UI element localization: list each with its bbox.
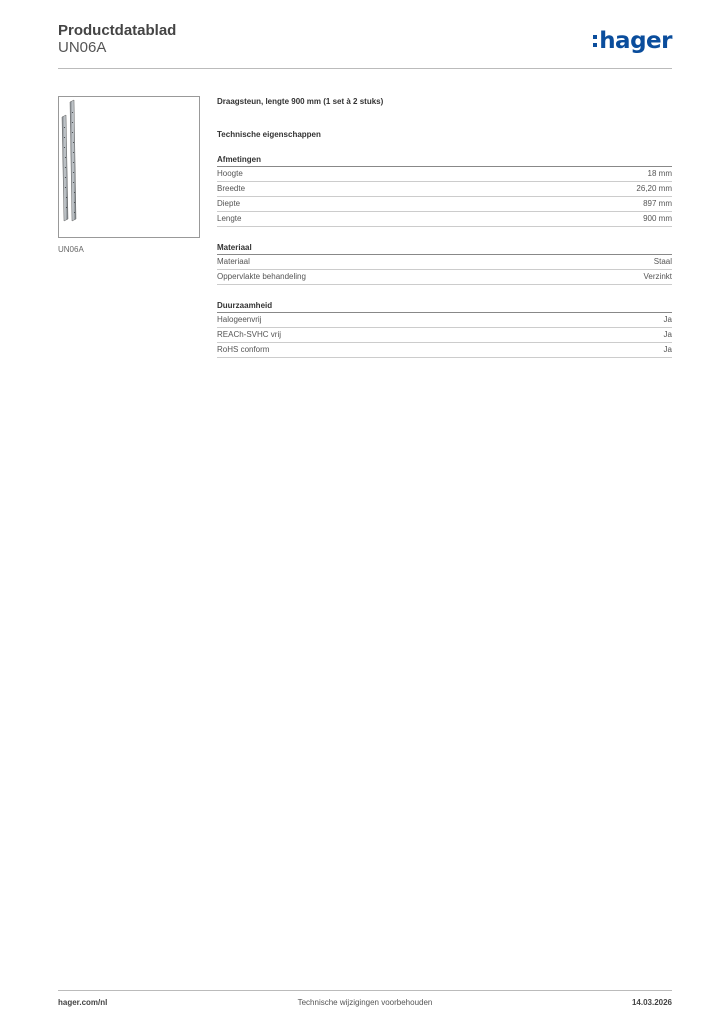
row-label: Diepte — [217, 199, 241, 208]
row-label: Oppervlakte behandeling — [217, 272, 306, 281]
row-label: Halogeenvrij — [217, 315, 262, 324]
row-value: 897 mm — [643, 199, 672, 208]
table-row — [217, 343, 672, 358]
table-row — [217, 197, 672, 212]
table-row — [217, 212, 672, 227]
image-caption: UN06A — [58, 245, 84, 254]
hager-logo — [593, 26, 672, 56]
technical-properties-heading: Technische eigenschappen — [217, 130, 321, 139]
section-material — [217, 241, 672, 285]
table-row — [217, 167, 672, 182]
row-value: Ja — [663, 345, 672, 354]
logo-dots-icon — [593, 33, 597, 49]
logo-text: hager — [599, 28, 672, 54]
rail-bars-icon — [59, 97, 199, 237]
row-label: Hoogte — [217, 169, 243, 178]
table-row — [217, 328, 672, 343]
section-title: Duurzaamheid — [217, 299, 672, 313]
product-image — [58, 96, 200, 238]
footer-website: hager.com/nl — [58, 998, 108, 1007]
section-sustainability — [217, 299, 672, 358]
product-description: Draagsteun, lengte 900 mm (1 set à 2 stuks) — [217, 97, 384, 106]
table-row — [217, 270, 672, 285]
row-value: Staal — [653, 257, 672, 266]
page-footer — [58, 998, 672, 1010]
product-code: UN06A — [58, 39, 107, 56]
row-value: 900 mm — [643, 214, 672, 223]
row-value: 26,20 mm — [636, 184, 672, 193]
row-value: Verzinkt — [643, 272, 672, 281]
row-label: RoHS conform — [217, 345, 270, 354]
footer-notice: Technische wijzigingen voorbehouden — [297, 998, 433, 1007]
row-value: Ja — [663, 330, 672, 339]
row-label: Materiaal — [217, 257, 250, 266]
header-divider — [58, 68, 672, 69]
row-value: Ja — [663, 315, 672, 324]
section-title: Afmetingen — [217, 153, 672, 167]
product-details — [217, 96, 672, 358]
document-title: Productdatablad — [58, 22, 177, 39]
row-value: 18 mm — [647, 169, 672, 178]
row-label: Lengte — [217, 214, 242, 223]
table-row — [217, 255, 672, 270]
page-header — [58, 22, 672, 68]
footer-divider — [58, 990, 672, 991]
table-row — [217, 182, 672, 197]
table-row — [217, 313, 672, 328]
row-label: Breedte — [217, 184, 246, 193]
section-title: Materiaal — [217, 241, 672, 255]
row-label: REACh-SVHC vrij — [217, 330, 282, 339]
footer-date: 14.03.2026 — [631, 998, 672, 1007]
section-dimensions — [217, 153, 672, 227]
